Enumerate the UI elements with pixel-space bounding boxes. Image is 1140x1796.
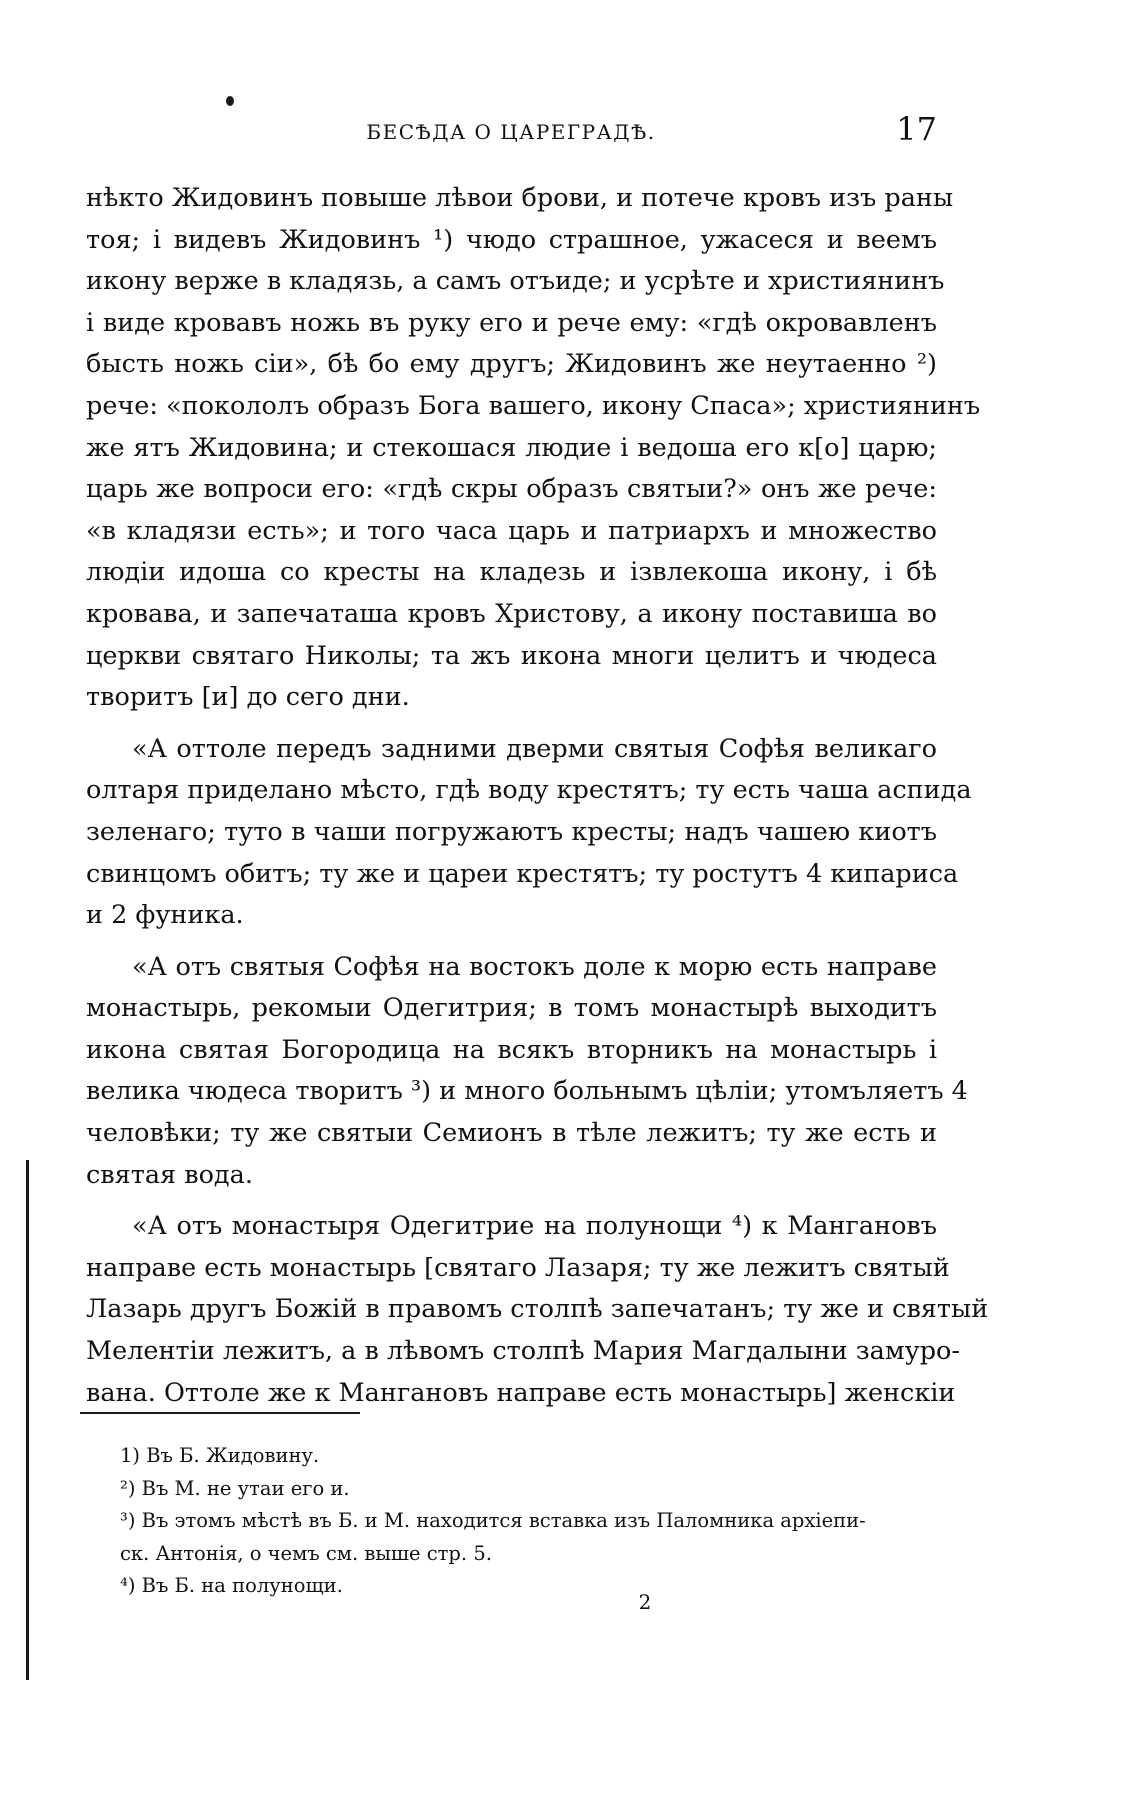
- footnote-divider: [80, 1412, 360, 1414]
- footnotes: [120, 1440, 940, 1603]
- printer-signature-mark: 2: [638, 1590, 652, 1614]
- running-title: БЕСѢДА О ЦАРЕГРАДѢ.: [366, 120, 656, 144]
- text-line: олтаря приделано мѣсто, гдѣ воду крестятъ; ту есть чаша аспида: [86, 775, 972, 806]
- text-line: монастырь, рекомыи Одегитрия; в томъ монастырѣ выходитъ: [86, 993, 937, 1024]
- text-line: нѣкто Жидовинъ повыше лѣвои брови, и потече кровъ изъ раны: [86, 183, 954, 213]
- page-header: [85, 110, 937, 154]
- footnote-line: 1) Въ Б. Жидовину.: [120, 1444, 320, 1467]
- text-line: свинцомъ обитъ; ту же и цареи крестятъ; ту ростутъ 4 кипариса: [86, 858, 959, 889]
- text-line: святая вода.: [86, 1159, 253, 1190]
- text-line: і виде кровавъ ножь въ руку его и рече ему: «гдѣ окровавленъ: [86, 307, 937, 338]
- text-line: икона святая Богородица на всякъ вторникъ на монастырь і: [86, 1034, 937, 1065]
- text-line: «А отъ святыя Софѣя на востокъ доле к морю есть направе: [132, 951, 937, 982]
- main-text: [86, 178, 989, 1414]
- footnote-line: ²) Въ М. не утаи его и.: [120, 1476, 350, 1500]
- text-line: и 2 фуника.: [86, 900, 244, 931]
- text-line: «в кладязи есть»; и того часа царь и патриархъ и множество: [86, 515, 937, 546]
- text-line: творитъ [и] до сего дни.: [86, 682, 410, 713]
- text-line: рече: «покололъ образъ Бога вашего, икону Спаса»; християнинъ: [86, 390, 981, 421]
- footnote-line: ск. Антонія, о чемъ см. выше стр. 5.: [120, 1541, 492, 1565]
- text-line: Лазарь другъ Божій в правомъ столпѣ запечатанъ; ту же и святый: [86, 1294, 989, 1325]
- text-line: направе есть монастырь [святаго Лазаря; ту же лежитъ святый: [86, 1252, 950, 1283]
- text-line: велика чюдеса творитъ ³) и много больнымъ цѣліи; утомъляетъ 4: [86, 1076, 968, 1107]
- margin-ink-dot: [226, 96, 234, 106]
- footnote-line: ⁴) Въ Б. на полунощи.: [120, 1574, 343, 1597]
- text-line: икону верже в кладязь, а самъ отъиде; и усрѣте и християнинъ: [86, 266, 945, 297]
- text-line: кровава, и запечаташа кровъ Христову, а икону поставиша во: [86, 598, 937, 629]
- text-line: зеленаго; туто в чаши погружаютъ кресты; надъ чашею киотъ: [86, 816, 937, 847]
- text-line: человѣки; ту же святыи Семионъ в тѣле лежитъ; ту же есть и: [86, 1118, 937, 1149]
- text-line: людіи идоша со кресты на кладезь и ізвлекоша икону, і бѣ: [86, 557, 937, 588]
- text-line: тоя; і видевъ Жидовинъ ¹) чюдо страшное, ужасеся и веемъ: [86, 224, 937, 255]
- text-line: «А оттоле передъ задними дверми святыя Софѣя великаго: [132, 733, 937, 764]
- text-line: бысть ножь сіи», бѣ бо ему другъ; Жидовинъ же неутаенно ²): [86, 349, 937, 380]
- text-line: церкви святаго Николы; та жъ икона многи целитъ и чюдеса: [86, 640, 937, 671]
- text-line: вана. Оттоле же к Мангановъ направе есть монастырь] женскіи: [86, 1377, 956, 1408]
- text-line: Мелентіи лежитъ, а в лѣвомъ столпѣ Мария Магдалыни замуро-: [86, 1336, 961, 1367]
- text-line: царь же вопроси его: «гдѣ скры образъ святыи?» онъ же рече:: [86, 474, 937, 505]
- page-number: 17: [896, 110, 937, 148]
- text-line: же ятъ Жидовина; и стекошася людие і ведоша его к[о] царю;: [86, 432, 937, 463]
- text-line: «А отъ монастыря Одегитрие на полунощи ⁴) к Мангановъ: [132, 1211, 937, 1242]
- footnote-line: ³) Въ этомъ мѣстѣ въ Б. и М. находится вставка изъ Паломника архіепи-: [120, 1509, 866, 1532]
